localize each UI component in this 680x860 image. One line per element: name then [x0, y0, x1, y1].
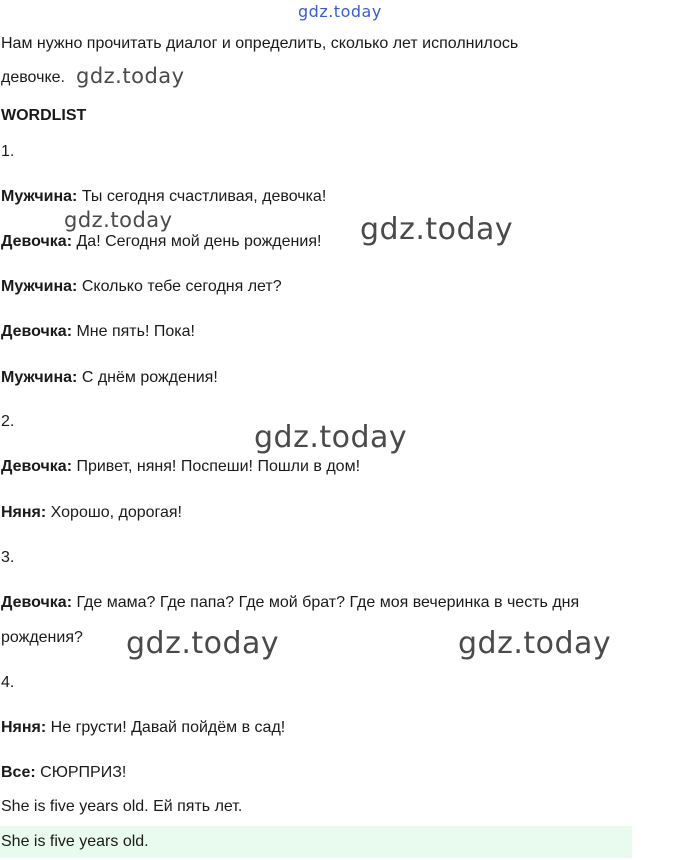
dialog-line — [1, 277, 282, 297]
speaker-label: Все: — [1, 764, 36, 781]
speaker-label: Няня: — [1, 719, 47, 736]
speaker-label: Девочка: — [1, 233, 73, 250]
dialog-text: Мне пять! Пока! — [72, 323, 195, 340]
dialog-line — [1, 763, 126, 783]
dialog-line — [1, 718, 285, 738]
dialog-line — [1, 368, 218, 388]
dialog-text: Где мама? Где папа? Где мой брат? Где моя вечеринка в честь дня — [72, 594, 580, 611]
speaker-label: Мужчина: — [1, 369, 78, 386]
dialog-text: Не грусти! Давай пойдём в сад! — [46, 719, 286, 736]
watermark: gdz.today — [64, 208, 173, 232]
dialog-line — [1, 503, 182, 523]
answer-text: She is five years old. — [1, 833, 149, 850]
dialog-line — [1, 232, 321, 252]
dialog-text: Сколько тебе сегодня лет? — [77, 278, 282, 295]
dialog-text: Хорошо, дорогая! — [46, 504, 182, 521]
speaker-label: Мужчина: — [1, 188, 78, 205]
dialog-text: СЮРПРИЗ! — [35, 764, 127, 781]
section-number: 2. — [1, 413, 15, 430]
speaker-label: Девочка: — [1, 458, 73, 475]
watermark: gdz.today — [360, 212, 514, 247]
dialog-line-continued: рождения? — [1, 629, 83, 646]
intro-line-1: Нам нужно прочитать диалог и определить, сколько лет исполнилось — [1, 35, 519, 52]
watermark: gdz.today — [458, 626, 612, 661]
section-number: 1. — [1, 143, 15, 160]
section-number: 4. — [1, 674, 15, 691]
speaker-label: Мужчина: — [1, 278, 78, 295]
section-number: 3. — [1, 549, 15, 566]
answer-box — [0, 826, 632, 858]
dialog-text: Да! Сегодня мой день рождения! — [72, 233, 322, 250]
watermark: gdz.today — [126, 626, 280, 661]
intro-line-2: девочке. — [1, 69, 65, 86]
dialog-line — [1, 457, 360, 477]
dialog-line — [1, 593, 579, 613]
dialog-text: Ты сегодня счастливая, девочка! — [77, 188, 327, 205]
watermark: gdz.today — [254, 420, 408, 455]
dialog-text: С днём рождения! — [77, 369, 218, 386]
speaker-label: Няня: — [1, 504, 47, 521]
speaker-label: Девочка: — [1, 594, 73, 611]
dialog-line — [1, 187, 326, 207]
translation: She is five years old. Ей пять лет. — [1, 798, 243, 815]
wordlist-heading: WORDLIST — [1, 107, 87, 124]
watermark-top: gdz.today — [298, 2, 382, 21]
watermark: gdz.today — [76, 64, 185, 88]
dialog-line — [1, 322, 195, 342]
speaker-label: Девочка: — [1, 323, 73, 340]
dialog-text: Привет, няня! Поспеши! Пошли в дом! — [72, 458, 361, 475]
